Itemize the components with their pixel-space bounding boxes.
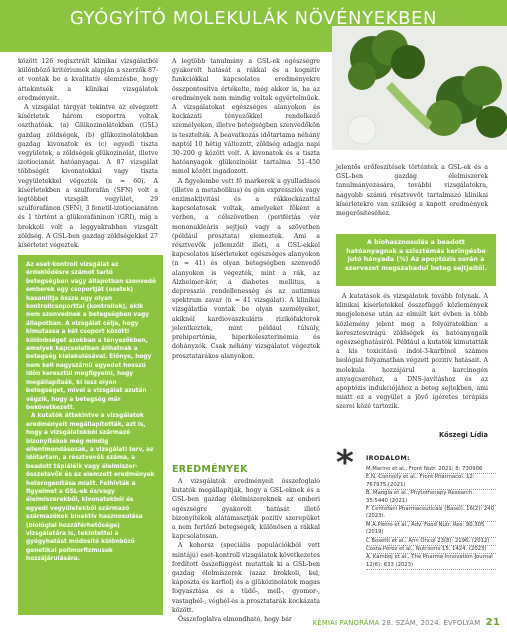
reference-item: E.N. Connolly et al., Front Pharmacol. 12: 767975.(2021) [366,474,496,490]
sidebar-text: A biohasznosulás a beadott hatóanyagnak a szisztémás keringésbe jutó hányada (%) Az apoptózis során a szervezet megszabadul beteg sejtjeitől. [345,239,487,272]
author-name: Kőszegi Lídia [438,431,488,439]
paragraph: jelentős erőfeszítések történtek a GSL-ek és a GSL-ben gazdag élelmiszerek tanulmányozására, további vizsgálatokra, nagyobb számú résztvevőt tartalmazó klinikai kísérletekre van szükség a kapott eredmények megerősítéséhez. [336,164,488,218]
reference-item: M.Marino et al., Front Nutr. 2021; 8: 730906 [366,466,496,474]
sidebar-paragraph: Az eset-kontroll vizsgálat az érdeklődésre számot tartó betegségben vagy állapotban szenvedő emberek egy csoportját (esetek) hasonlítja össze egy olyan kontrollcsoporttal (kontrollok), akik nem szenvednek a betegségben vagy állapotban. A vizsgálat célja, hogy kimutassa a két csoport közötti különbséget azokban a tényezőkben, amelyek kapcsolatban állhatnak a betegség kialakulásával. Előnye, hogy nem kell nagyszámú egyedet hosszú időn keresztül megfigyelni, hogy megállapítsák, ki lesz olyan betegséget, mivel a vizsgálat azután végzik, hogy a betegség már bekövetkezett. [26,262,156,411]
sidebar-paragraph: A kutatók áttekintve a vizsgálatok eredményeit megállapították, azt is, hogy a vizsgálatokból származó bizonyítékok még mindig ellentmondásosak, a vizsgálati terv, az időtartam, a résztvevők száma, a beadott tápláléik vagy élelmiszer-összetevők és az elemzett eredmények heterogenitása miatt. Felhívták a figyelmet a GSL-ek és/vagy élelmiszerekből, kivonatokból és egyedi vegyületekből származó származékok bioaktív hasznosulása (biológiai hozzáférhetősége) vizsgálatára is, tekintettel a gyógyhatást módosító különböző genetikai polimorfizmusok hozzájárulására. [26,413,155,563]
paragraph: A kutatások és vizsgálatok tovább folynak. A klinikai kísérletekkel összefüggő közlemények megjelenése után az elmúlt két évben is több közlemény jelent meg a folyóiratokban a keresztesvirágú zöldségek és hatóanyagaik egészséghatásiról. Például a kutatók kimutatták a kis toxicitású indol-3-karbinol számos biológiai folyamatban végzett pozitív hatásait. A molekula hozzájárul a karcinogén anyagcseréhez, a DNS-javításhoz és az apoptózis indukciójához a beteg sejtekben, ami miatt ez a vegyület a jövő ígéretes terápiás szerei közé tartozik. [336,293,488,411]
paragraph: A vizsgálat tárgyát tekintve az elvégzett kísérletek három csoportra voltak oszthatóak. (a) Glükozinolátokban (GSL) gazdag zöldségek, (b) glükozinolátokban gazdag kivonatok és (c) egyedi tiszta vegyületek, a zöldségek glükozinolát, illetve izotiocianát hatóanyagai. A 87 vizsgálat többségét kivonatokkal vagy tiszta vegyületekkel végezték (n = 60). A kísérletekben a szulforafán (SFN) volt a legtöbbet vizsgált vegyület, 29 szulforafánon (SFN), 3 fenetil-izotiocianáton és 1 történt a glükorafáninon (GRI), míg a brokkoli volt a leggyakrabban vizsgált zöldség. A GSL-ben gazdag zöldségekkel 27 kísérletet végeztek. [18,104,158,250]
references-title: IRODALOM: [366,454,410,462]
page-footer [280,617,500,628]
page-title: GYÓGYÍTÓ MOLEKULÁK NÖVÉNYEKBEN [69,8,438,29]
page-number: 21 [485,617,500,628]
text-column-2 [172,57,320,361]
paragraph: A vizsgálatok eredményeit összefoglaló kutatók megállapítják, hogy a GSL-eknek és a GSL-ben gazdag élelmiszereknek az emberi egészségre gyakorolt hatását illető bizonyítékok alátámasztják pozitív szerepüket a nem fertőző betegségek, különösen a rákkal kapcsolatosan. [172,478,320,541]
text-column-3-lower [336,292,488,412]
paragraph: között 126 regisztrált klinikai vizsgálatból különböző kritériumok alapján a szerzők 87-et vontak be a kvalitatív elemzésbe, hogy áttekintsék a klinikai vizsgálatok eredményeit. [18,58,158,102]
text-column-3 [336,163,488,218]
footer-magazine: KÉMIAI PANORÁMA [312,619,380,627]
paragraph: Összefoglalva elmondható, hogy bár [178,616,292,624]
footer-issue: 28. SZÁM, 2024. ÉVFOLYAM [381,619,481,627]
reference-item: C Bosetti et al., Ann Oncol 23(8): 2196, (2012) [366,538,496,546]
paragraph: A kohorsz (speciális populációkból vett mintájú) eset-kontroll vizsgálatok következetes fordított összefüggést mutattak ki a GSL-ben gazdag élelmiszerek (azaz brokkoli, kel, káposzta és karfiol) és a glükózinolátok magas fogyasztása és a tüdő-, mell-, gyomor-, vastagbél-, végbél-és a prosztatarák kockázata között. [172,542,320,614]
reference-item: F. Centofani Pharmaceuticals (Basel). 16(2): 240 (2023). [366,506,496,522]
paragraph: A legtöbb tanulmány a GSL-ek egészségre gyakorolt hatását a rákkal és a kognitív funkciókkal kapcsolatos eredményekre összpontosítva értékelte, még akkor is, ha az eredmények nem mindig voltak egyértelműek. A vizsgálatokat egészséges alanyokon és kockázati tényezőkkel rendelkező személyeken, illetve betegségben szenvedőkön is tesztelték. A beavatkozás időtartama néhány naptól 10 hétig változott, zöldség adagja napi 30–200 g között volt. A kivonatok és a tiszta hatóanyagok glükozinolát tartalma 51–450 mmol között ingadozott. [172,58,320,176]
text-column-1 [18,57,158,250]
paragraph: A figyelembe vett fő markerek a gyulladásos (illetve a metabolikus) és gén expressziós vagy enzimaktivitási és a rákkockázattal kapcsolatosak voltak, amelyeket főként a vérben, a célszövetben (perifériás vér mononukleáris sejtjei) vagy a szövetben (például prosztata) elemeztek. Ami a résztvevők jellemzőit illeti, a GSL-ekkel kapcsolatos kísérleteket egészséges alanyokon (n = 41) és olyan betegségben szenvedő alanyokon is végezték, mint a rák, az Alzheimer-kór, a diabetes mellitus, a depresszió rendellenesség és az autizmus spektrum zavar (n = 41 vizsgálat). A klinikai vizsgálatba vontak be olyan személyeket, akiknél kardiovaszkuláris rizikófaktorok jelentkeztek, mint például túlsúly, prehipertónia, hiperkoleszterinémia és dohányzók. Csak néhány vizsgálatot végeztek prosztatarákos alanyokon. [172,177,320,360]
broccoli-photo [332,26,507,150]
section-heading: EREDMÉNYEK [172,464,248,475]
sidebar-box-bioavailability [336,234,496,286]
reference-item: M.A.Pietro et al., Adv. Food Nutr. Res: 90.305 (2019) [366,522,496,538]
reference-item: Costa-Pérez et al., Nutrients 15, 1424. (2023) [366,546,496,554]
reference-item: A. Kamboj et al., The Pharma Innovation Journal 12(6): 633 (2023) [366,554,496,570]
asterisk-icon: * [336,443,354,483]
reference-item: B. Mangla et al., Phytotherapy Research. 35:5440 (2021) [366,490,496,506]
sidebar-box-case-control [18,255,163,615]
references-block [336,443,498,618]
references-list [366,466,496,570]
text-column-2-results [172,477,320,624]
